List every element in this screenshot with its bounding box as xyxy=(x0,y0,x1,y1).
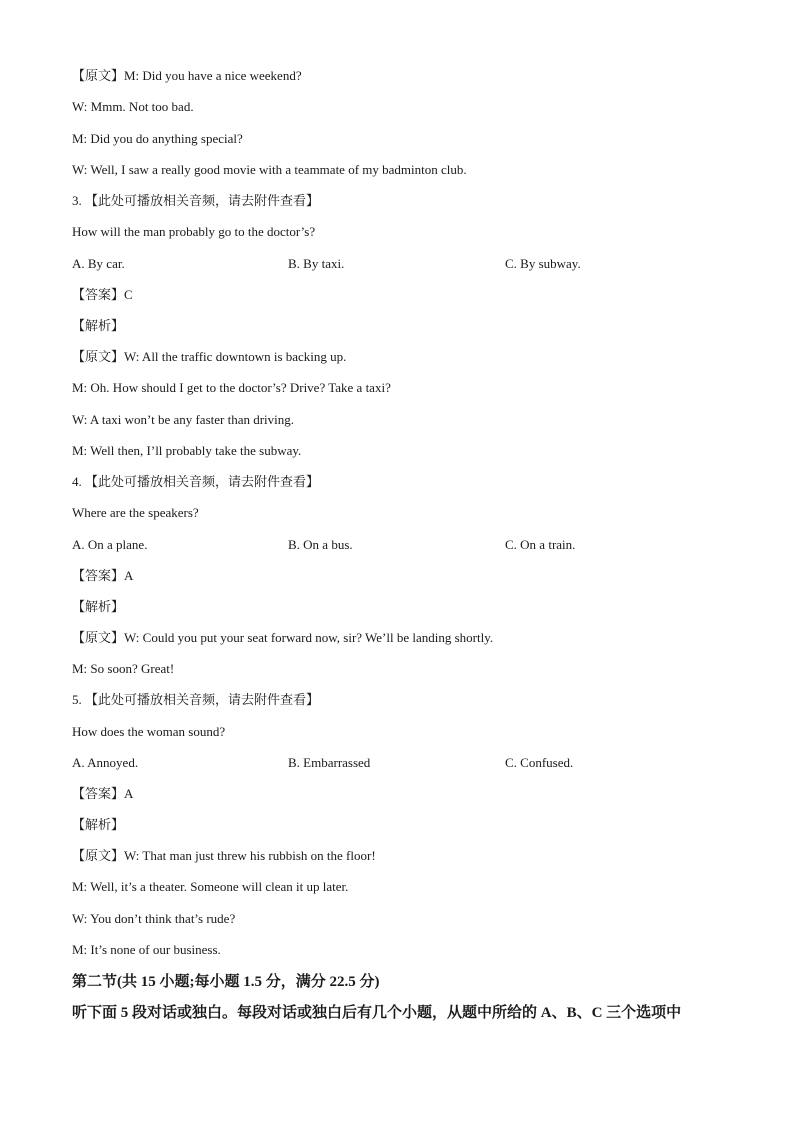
transcript-line: 【原文】W: All the traffic downtown is backing up. xyxy=(72,349,347,364)
section-instruction: 听下面 5 段对话或独白。每段对话或独白后有几个小题，从题中所给的 A、B、C 三个选项中 xyxy=(72,1005,682,1021)
question-3-answer: 【答案】C xyxy=(72,287,133,302)
question-4-analysis: 【解析】 xyxy=(72,599,125,614)
question-4-title: 4. 【此处可播放相关音频，请去附件查看】 xyxy=(72,474,320,489)
transcript-line: W: A taxi won’t be any faster than driving. xyxy=(72,412,295,427)
question-4-text: Where are the speakers? xyxy=(72,505,199,520)
question-3-text: How will the man probably go to the doctor’s? xyxy=(72,224,316,239)
question-5-option-c: C. Confused. xyxy=(505,755,574,770)
question-5-title: 5. 【此处可播放相关音频，请去附件查看】 xyxy=(72,692,320,707)
question-3-analysis: 【解析】 xyxy=(72,318,125,333)
transcript-line: M: Did you do anything special? xyxy=(72,131,243,146)
question-3-option-b: B. By taxi. xyxy=(288,256,345,271)
section-heading: 第二节(共 15 小题;每小题 1.5 分，满分 22.5 分) xyxy=(72,974,380,990)
transcript-line: 【原文】W: That man just threw his rubbish on the floor! xyxy=(72,848,376,863)
transcript-line: M: Well, it’s a theater. Someone will clean it up later. xyxy=(72,879,349,894)
question-5-text: How does the woman sound? xyxy=(72,724,226,739)
question-3-option-a: A. By car. xyxy=(72,256,125,271)
transcript-line: M: So soon? Great! xyxy=(72,661,175,676)
transcript-line: M: Well then, I’ll probably take the subway. xyxy=(72,443,302,458)
question-4-answer: 【答案】A xyxy=(72,568,134,583)
question-5-option-b: B. Embarrassed xyxy=(288,755,371,770)
question-4-option-b: B. On a bus. xyxy=(288,537,353,552)
transcript-line: W: Mmm. Not too bad. xyxy=(72,99,194,114)
question-5-analysis: 【解析】 xyxy=(72,817,125,832)
question-3-option-c: C. By subway. xyxy=(505,256,581,271)
transcript-line: M: It’s none of our business. xyxy=(72,942,221,957)
question-3-title: 3. 【此处可播放相关音频，请去附件查看】 xyxy=(72,193,320,208)
question-4-option-c: C. On a train. xyxy=(505,537,576,552)
transcript-line: W: You don’t think that’s rude? xyxy=(72,911,236,926)
transcript-line: 【原文】M: Did you have a nice weekend? xyxy=(72,68,302,83)
transcript-line: M: Oh. How should I get to the doctor’s? Drive? Take a taxi? xyxy=(72,380,391,395)
question-4-option-a: A. On a plane. xyxy=(72,537,148,552)
question-5-option-a: A. Annoyed. xyxy=(72,755,139,770)
transcript-line: W: Well, I saw a really good movie with a teammate of my badminton club. xyxy=(72,162,467,177)
transcript-line: 【原文】W: Could you put your seat forward now, sir? We’ll be landing shortly. xyxy=(72,630,494,645)
question-5-answer: 【答案】A xyxy=(72,786,134,801)
